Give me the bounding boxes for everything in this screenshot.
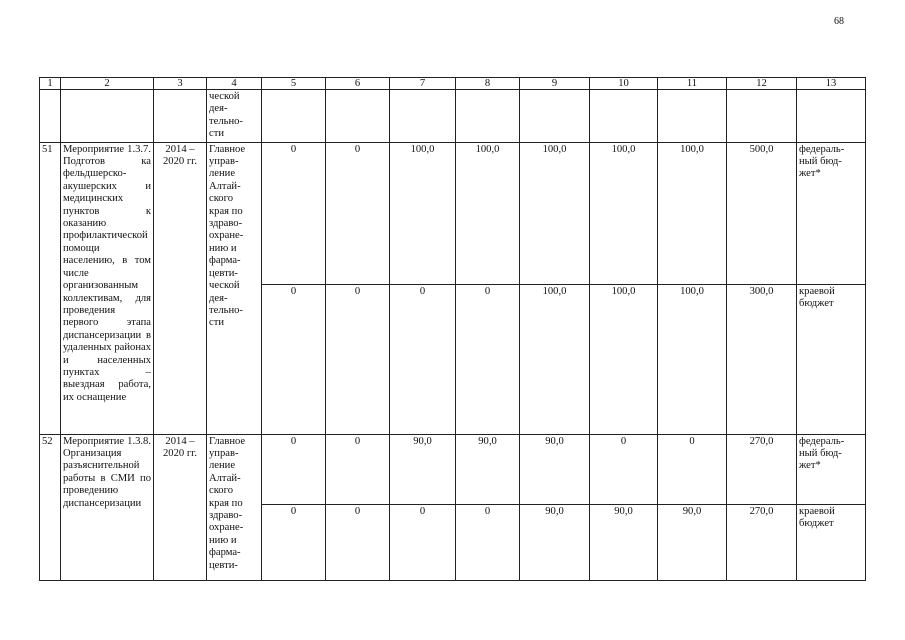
- executor-cell: ческой дея- тельно- сти: [207, 90, 262, 143]
- value-cell: 90,0: [520, 504, 590, 580]
- row-number: 51: [40, 142, 61, 434]
- value-cell: 0: [262, 434, 326, 504]
- value-cell: 100,0: [590, 142, 658, 284]
- value-cell: 90,0: [658, 504, 727, 580]
- value-cell: 90,0: [390, 434, 456, 504]
- period-cell: 2014 – 2020 гг.: [154, 434, 207, 580]
- value-cell: 500,0: [727, 142, 797, 284]
- program-table: [39, 77, 866, 581]
- measure-cell: Мероприятие 1.3.8. Организация разъяснительной работы в СМИ по проведению диспансеризации: [61, 434, 154, 580]
- value-cell: 0: [390, 504, 456, 580]
- source-cell: краевой бюджет: [797, 504, 866, 580]
- header-cell: 5: [262, 78, 326, 90]
- value-cell: 300,0: [727, 284, 797, 434]
- header-cell: 6: [326, 78, 390, 90]
- executor-cell: Главное управ- ление Алтай- ского края по здраво- охране- нию и фарма- цевти-: [207, 434, 262, 580]
- value-cell: 100,0: [658, 142, 727, 284]
- value-cell: 100,0: [520, 142, 590, 284]
- value-cell: 100,0: [658, 284, 727, 434]
- header-cell: 12: [727, 78, 797, 90]
- value-cell: 100,0: [520, 284, 590, 434]
- source-cell: федераль- ный бюд- жет*: [797, 434, 866, 504]
- header-cell: 13: [797, 78, 866, 90]
- continuation-row: [40, 90, 866, 143]
- page-number: 68: [834, 16, 844, 27]
- value-cell: 0: [390, 284, 456, 434]
- value-cell: 0: [590, 434, 658, 504]
- value-cell: 270,0: [727, 504, 797, 580]
- value-cell: 100,0: [590, 284, 658, 434]
- value-cell: 0: [326, 434, 390, 504]
- value-cell: 90,0: [456, 434, 520, 504]
- value-cell: 270,0: [727, 434, 797, 504]
- value-cell: 90,0: [520, 434, 590, 504]
- value-cell: 0: [262, 504, 326, 580]
- source-cell: федераль- ный бюд- жет*: [797, 142, 866, 284]
- executor-cell: Главное управ- ление Алтай- ского края по здраво- охране- нию и фарма- цевти- ческой дея- тельно- сти: [207, 142, 262, 434]
- header-row: [40, 78, 866, 90]
- value-cell: 0: [326, 142, 390, 284]
- header-cell: 1: [40, 78, 61, 90]
- period-cell: 2014 – 2020 гг.: [154, 142, 207, 434]
- row-number: 52: [40, 434, 61, 580]
- value-cell: 0: [262, 284, 326, 434]
- header-cell: 4: [207, 78, 262, 90]
- header-cell: 10: [590, 78, 658, 90]
- header-cell: 2: [61, 78, 154, 90]
- value-cell: 0: [262, 142, 326, 284]
- value-cell: 0: [326, 284, 390, 434]
- value-cell: 100,0: [456, 142, 520, 284]
- value-cell: 0: [658, 434, 727, 504]
- header-cell: 8: [456, 78, 520, 90]
- value-cell: 0: [456, 284, 520, 434]
- header-cell: 7: [390, 78, 456, 90]
- header-cell: 9: [520, 78, 590, 90]
- value-cell: 0: [326, 504, 390, 580]
- value-cell: 0: [456, 504, 520, 580]
- header-cell: 11: [658, 78, 727, 90]
- value-cell: 100,0: [390, 142, 456, 284]
- header-cell: 3: [154, 78, 207, 90]
- value-cell: 90,0: [590, 504, 658, 580]
- table-row: [40, 142, 866, 284]
- measure-cell: Мероприятие 1.3.7. Подготов ка фельдшерско-акушерских и медицинских пунктов к оказанию профилактической помощи населению, в том числе организованным коллективам, для проведения первого этапа диспансеризации в удаленных районах и населенных пунктах – выездная работа, их оснащение: [61, 142, 154, 434]
- source-cell: краевой бюджет: [797, 284, 866, 434]
- table-row: [40, 434, 866, 504]
